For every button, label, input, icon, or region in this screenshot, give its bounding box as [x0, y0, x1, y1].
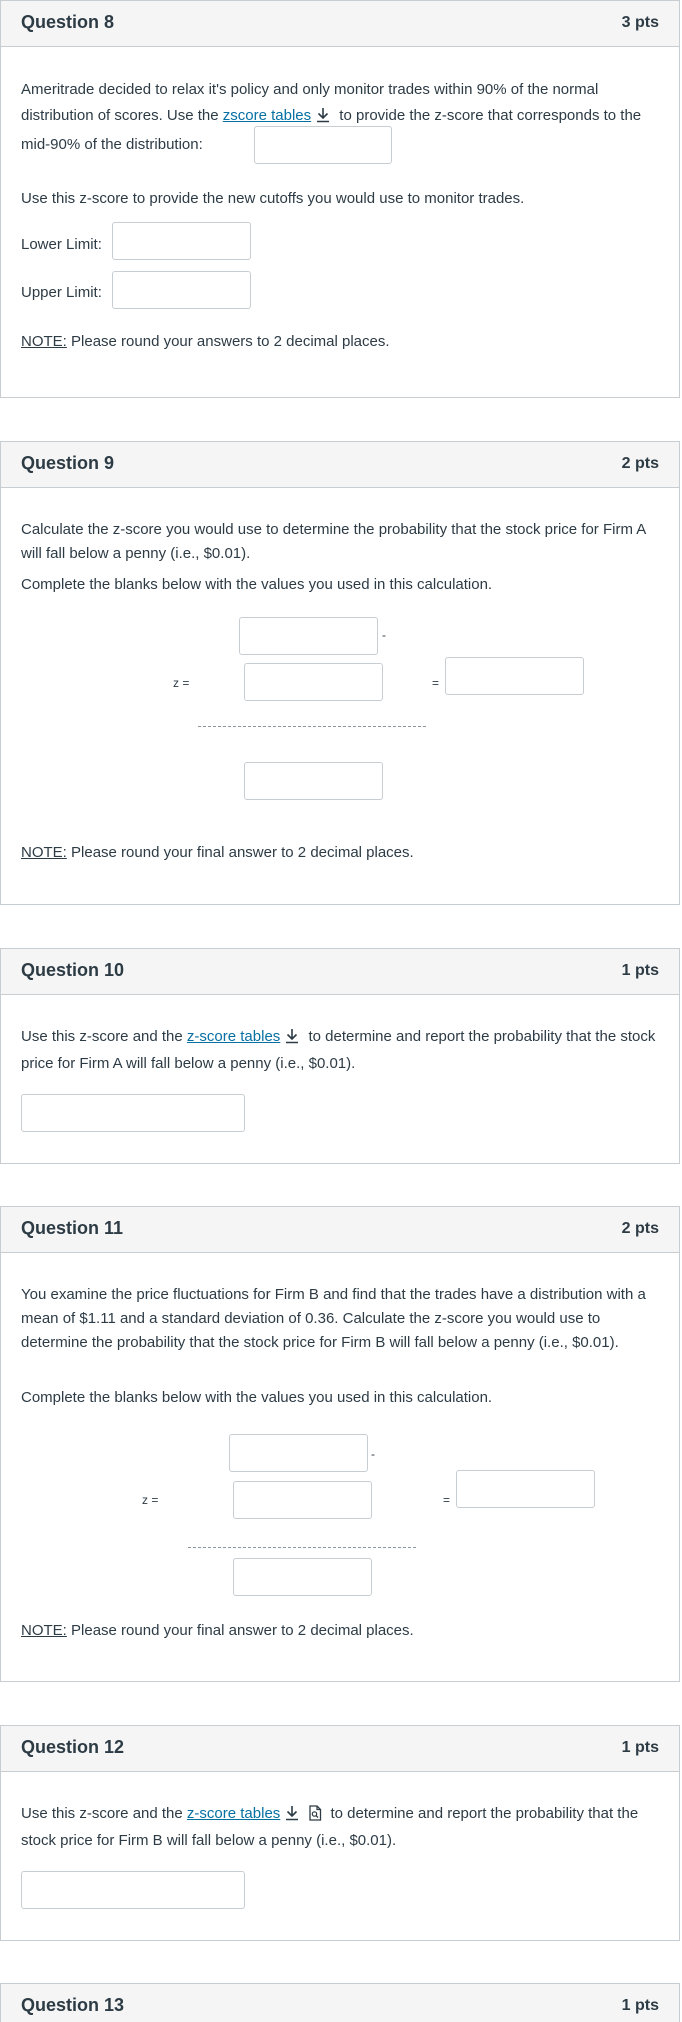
probability-answer-input[interactable]: [21, 1094, 245, 1132]
document-preview-icon[interactable]: [308, 1805, 322, 1829]
fraction-line: [198, 726, 426, 727]
question-title: Question 8: [21, 12, 115, 32]
question-10-header: [1, 949, 679, 995]
z-label: z =: [142, 1493, 159, 1507]
question-9-header: [1, 442, 679, 488]
text-segment: Ameritrade decided to relax it's policy and only monitor trades within 90% of the normal distribution of scores. Use the: [21, 81, 599, 124]
text-segment: to determine and report the probability that the stock price for Firm A will fall below a penny (i.e., $0.01).: [21, 1028, 656, 1072]
lower-limit-input[interactable]: [112, 222, 251, 260]
question-text: Use this z-score to provide the new cutoffs you would use to monitor trades.: [21, 190, 525, 207]
question-text: Complete the blanks below with the values you used in this calculation.: [21, 1389, 493, 1406]
note-label: NOTE:: [21, 333, 67, 350]
upper-limit-input[interactable]: [112, 271, 251, 309]
zscore-result-input[interactable]: [445, 657, 584, 695]
note-label: NOTE:: [21, 1622, 67, 1639]
minus-sign: -: [371, 1447, 375, 1461]
note-text: [21, 1619, 661, 1643]
question-points: 1 pts: [621, 1739, 659, 1756]
note-text: [21, 841, 661, 865]
text-segment: to provide the z-score that corresponds to the mid-90% of the distribution:: [21, 107, 642, 153]
text-segment: Use this z-score and the: [21, 1805, 187, 1822]
text-segment: Please round your final answer to 2 decimal places.: [66, 1622, 414, 1639]
zscore-result-input[interactable]: [456, 1470, 595, 1508]
question-11-card: [0, 1206, 680, 1682]
text-segment: to determine and report the probability that the stock price for Firm B will fall below a penny (i.e., $0.01).: [21, 1805, 639, 1849]
probability-answer-input[interactable]: [21, 1871, 245, 1909]
question-points: 1 pts: [621, 1997, 659, 2014]
question-13-card: [0, 1983, 680, 2022]
question-title: Question 11: [21, 1218, 124, 1238]
question-10-card: [0, 948, 680, 1164]
lower-limit-label: Lower Limit:: [21, 236, 102, 253]
question-title: Question 10: [21, 960, 125, 980]
question-12-card: [0, 1725, 680, 1941]
question-11-header: [1, 1207, 679, 1253]
download-icon[interactable]: [284, 1028, 300, 1052]
fraction-line: [188, 1547, 416, 1548]
mid-90-zscore-input[interactable]: [254, 126, 392, 164]
question-12-header: [1, 1726, 679, 1772]
text-segment: Please round your answers to 2 decimal places.: [66, 333, 390, 350]
text-segment: Please round your final answer to 2 decimal places.: [66, 844, 414, 861]
question-title: Question 9: [21, 453, 115, 473]
equals-sign: =: [443, 1493, 451, 1507]
zscore-tables-link[interactable]: zscore tables: [222, 107, 312, 124]
question-text: Calculate the z-score you would use to determine the probability that the stock price for Firm A will fall below a penny (i.e., $0.01).: [21, 521, 646, 562]
value-input-denominator[interactable]: [244, 762, 383, 800]
question-9-card: [0, 441, 680, 905]
question-8-card: [0, 0, 680, 398]
zscore-tables-link[interactable]: z-score tables: [186, 1028, 281, 1045]
question-13-header: [1, 1984, 679, 2022]
equals-sign: =: [432, 676, 440, 690]
question-text: [21, 1802, 661, 1853]
note-label: NOTE:: [21, 844, 67, 861]
zscore-tables-link[interactable]: z-score tables: [186, 1805, 281, 1822]
value-input-denominator[interactable]: [233, 1558, 372, 1596]
value-input-top[interactable]: [239, 617, 378, 655]
question-points: 3 pts: [621, 14, 659, 31]
upper-limit-label: Upper Limit:: [21, 284, 102, 301]
value-input-top[interactable]: [229, 1434, 368, 1472]
note-text: [21, 330, 661, 354]
question-title: Question 13: [21, 1995, 125, 2015]
question-text: You examine the price fluctuations for Firm B and find that the trades have a distribution with a mean of $1.11 and a standard deviation of 0.36. Calculate the z-score you would use to determine the probability that the stock price for Firm B will fall below a penny (i.e., $0.01).: [21, 1286, 646, 1351]
question-text: Complete the blanks below with the values you used in this calculation.: [21, 576, 493, 593]
question-title: Question 12: [21, 1737, 125, 1757]
text-segment: Use this z-score and the: [21, 1028, 187, 1045]
question-points: 1 pts: [621, 962, 659, 979]
download-icon[interactable]: [284, 1805, 300, 1829]
value-input-middle[interactable]: [244, 663, 383, 701]
z-label: z =: [173, 676, 190, 690]
minus-sign: -: [382, 628, 386, 642]
question-text: [21, 1025, 661, 1076]
question-points: 2 pts: [621, 1220, 659, 1237]
question-8-header: [1, 1, 679, 47]
question-points: 2 pts: [621, 455, 659, 472]
value-input-middle[interactable]: [233, 1481, 372, 1519]
